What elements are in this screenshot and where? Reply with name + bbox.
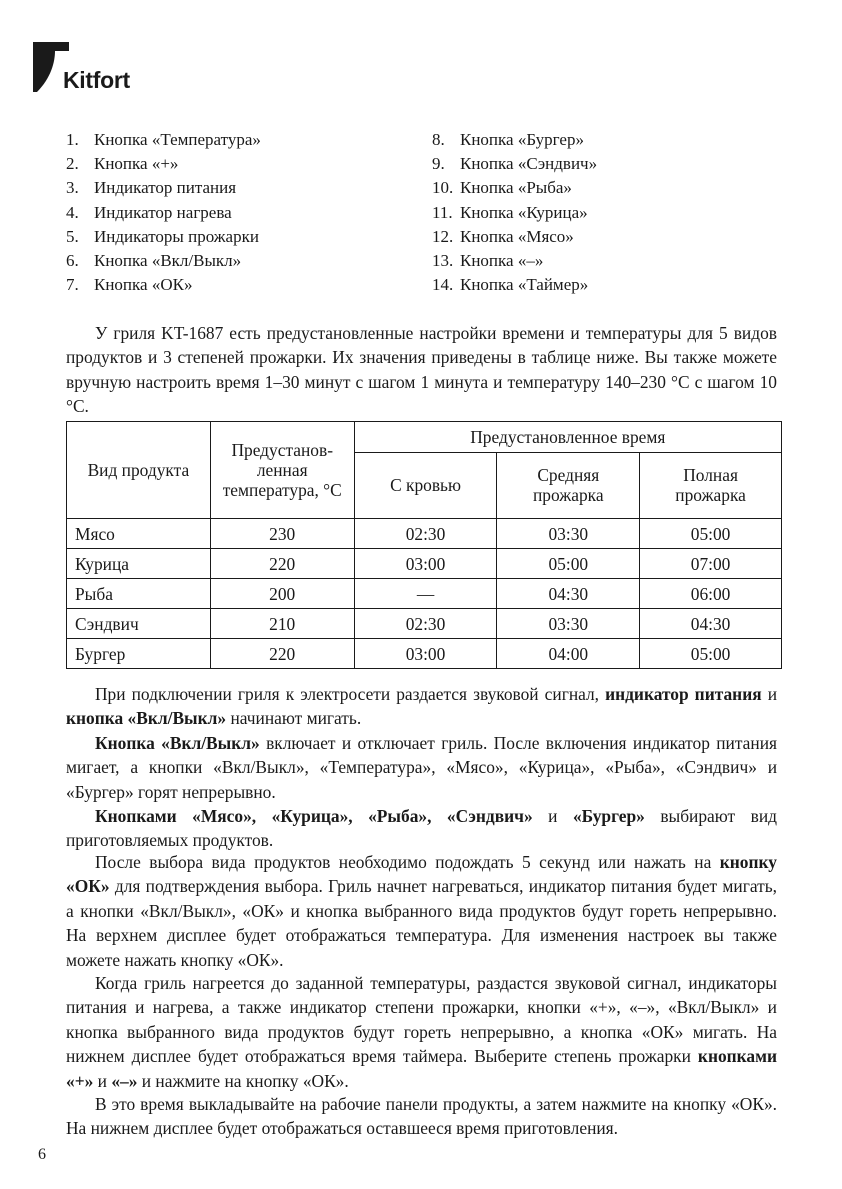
list-item-text: Кнопка «Курица» bbox=[460, 202, 588, 222]
cell-temp: 200 bbox=[210, 579, 354, 609]
cell-full: 05:00 bbox=[640, 519, 782, 549]
cell-temp: 230 bbox=[210, 519, 354, 549]
cell-full: 07:00 bbox=[640, 549, 782, 579]
header-temperature: Предустанов-ленная температура, °C bbox=[210, 422, 354, 519]
cell-product: Бургер bbox=[67, 639, 211, 669]
paragraph-product-buttons bbox=[66, 804, 777, 853]
bold-run: «Бургер» bbox=[572, 806, 645, 826]
kitfort-logo bbox=[33, 38, 143, 98]
header-preset-time: Предустановленное время bbox=[354, 422, 781, 453]
cell-full: 04:30 bbox=[640, 609, 782, 639]
cell-medium: 05:00 bbox=[497, 549, 640, 579]
list-item-text: Кнопка «+» bbox=[94, 154, 179, 174]
list-item-text: Кнопка «–» bbox=[460, 251, 544, 271]
list-item bbox=[432, 225, 597, 249]
table-row bbox=[67, 549, 782, 579]
list-item bbox=[432, 128, 597, 152]
cell-full: 06:00 bbox=[640, 579, 782, 609]
list-item-text: Кнопка «Мясо» bbox=[460, 226, 574, 246]
list-item-text: Индикаторы прожарки bbox=[94, 226, 259, 246]
page-number: 6 bbox=[38, 1146, 46, 1163]
list-item bbox=[432, 152, 597, 176]
list-item-text: Кнопка «Сэндвич» bbox=[460, 154, 598, 174]
list-item-number: 1. bbox=[66, 130, 79, 149]
text-run: включает и отключает гриль. После включения индикатор питания мигает, а кнопки «Вкл/Выкл», «Температура», «Мясо», «Курица», «Рыба», «Сэндвич» и «Бургер» горят непрерывно. bbox=[66, 733, 778, 802]
bold-run: кнопку «ОК» bbox=[66, 852, 777, 897]
list-item-number: 8. bbox=[432, 130, 445, 149]
table-row bbox=[67, 609, 782, 639]
text-run: для подтверждения выбора. Гриль начнет нагреваться, индикатор питания будет мигать, а кнопки «Вкл/Выкл», «ОК» и кнопка выбранного вида продуктов будут гореть непрерывно. На верхнем дисплее будет отображаться температура. Для изменения настроек вы также можете нажать кнопку «ОК». bbox=[66, 876, 777, 970]
bold-run: кнопка «Вкл/Выкл» bbox=[66, 708, 227, 729]
bold-run: кнопками «+» bbox=[66, 1046, 777, 1091]
header-medium: Средняя прожарка bbox=[497, 452, 640, 518]
text-run: и bbox=[761, 684, 778, 704]
cell-product: Мясо bbox=[67, 519, 211, 549]
paragraph-power-connect bbox=[66, 682, 777, 731]
list-item bbox=[432, 249, 597, 273]
cell-rare: 02:30 bbox=[354, 609, 497, 639]
bold-run: Кнопка «Вкл/Выкл» bbox=[95, 733, 260, 753]
header-rare: С кровью bbox=[354, 452, 497, 518]
list-item-number: 9. bbox=[432, 154, 445, 174]
cell-rare: 02:30 bbox=[354, 519, 497, 549]
list-item bbox=[66, 201, 261, 225]
list-item-number: 7. bbox=[66, 275, 79, 295]
table-row bbox=[67, 579, 782, 609]
list-item-number: 12. bbox=[432, 226, 454, 246]
list-item-text: Кнопка «Таймер» bbox=[460, 275, 589, 295]
cell-product: Курица bbox=[67, 549, 211, 579]
text-run: Когда гриль нагреется до заданной температуры, раздастся звуковой сигнал, индикаторы питания и нагрева, а также индикатор степени прожарки, кнопки «+», «–», «Вкл/Выкл» и кнопка выбранного вида продуктов будут гореть непрерывно, а кнопка «ОК» мигать. На нижнем дисплее будет отображаться время таймера. Выберите степень прожарки bbox=[66, 973, 777, 1067]
cell-rare: — bbox=[354, 579, 497, 609]
list-item bbox=[432, 201, 597, 225]
list-item bbox=[66, 176, 261, 200]
cell-product: Рыба bbox=[67, 579, 211, 609]
table-row bbox=[67, 519, 782, 549]
text-run: и bbox=[532, 806, 573, 826]
text-run: и нажмите на кнопку «ОК». bbox=[137, 1070, 349, 1091]
list-item bbox=[66, 152, 261, 176]
list-item-number: 14. bbox=[432, 275, 454, 295]
legend-list-right bbox=[432, 128, 597, 297]
cell-medium: 04:30 bbox=[497, 579, 640, 609]
bold-run: индикатор питания bbox=[605, 684, 762, 704]
list-item-number: 11. bbox=[432, 202, 453, 222]
cell-medium: 03:30 bbox=[497, 519, 640, 549]
list-item bbox=[432, 176, 597, 200]
cell-medium: 04:00 bbox=[497, 639, 640, 669]
text-run: При подключении гриля к электросети раздается звуковой сигнал, bbox=[95, 684, 606, 704]
list-item bbox=[432, 273, 597, 297]
list-item bbox=[66, 273, 261, 297]
cell-temp: 220 bbox=[210, 639, 354, 669]
cell-temp: 220 bbox=[210, 549, 354, 579]
text-run: и bbox=[93, 1070, 112, 1091]
list-item-text: Индикатор нагрева bbox=[94, 202, 232, 222]
intro-text: У гриля KT-1687 есть предустановленные настройки времени и температуры для 5 видов продуктов и 3 степеней прожарки. Их значения приведены в таблице ниже. Вы также можете вручную настроить время 1–30 минут с шагом 1 минута и температуру 140–230 °C с шагом 10 °C. bbox=[66, 323, 777, 417]
list-item-number: 5. bbox=[66, 226, 79, 246]
cell-rare: 03:00 bbox=[354, 549, 497, 579]
paragraph-cooking bbox=[66, 1092, 777, 1141]
list-item bbox=[66, 225, 261, 249]
bold-run: «–» bbox=[111, 1070, 138, 1091]
list-item-number: 3. bbox=[66, 178, 79, 198]
text-run: После выбора вида продуктов необходимо подождать 5 секунд или нажать на bbox=[95, 852, 720, 872]
list-item-text: Кнопка «Температура» bbox=[94, 130, 261, 149]
list-item-text: Кнопка «Вкл/Выкл» bbox=[94, 251, 242, 271]
list-item bbox=[66, 128, 261, 152]
table-row bbox=[67, 639, 782, 669]
text-run: начинают мигать. bbox=[226, 708, 362, 729]
paragraph-heating-done bbox=[66, 971, 777, 1093]
cell-product: Сэндвич bbox=[67, 609, 211, 639]
cell-rare: 03:00 bbox=[354, 639, 497, 669]
brand-name: Kitfort bbox=[63, 67, 130, 93]
cell-medium: 03:30 bbox=[497, 609, 640, 639]
list-item-number: 13. bbox=[432, 251, 454, 271]
paragraph-power-button bbox=[66, 731, 777, 804]
list-item-number: 10. bbox=[432, 178, 454, 198]
header-full: Полная прожарка bbox=[640, 452, 782, 518]
list-item-text: Индикатор питания bbox=[94, 178, 237, 198]
presets-table bbox=[66, 421, 782, 669]
intro-paragraph bbox=[66, 321, 777, 419]
table-header-row bbox=[67, 422, 782, 453]
header-product: Вид продукта bbox=[67, 422, 211, 519]
list-item-text: Кнопка «Бургер» bbox=[460, 130, 584, 149]
text-run: В это время выкладывайте на рабочие панели продукты, а затем нажмите на кнопку «ОК». На нижнем дисплее будет отображаться оставшееся время приготовления. bbox=[66, 1094, 777, 1139]
list-item-number: 6. bbox=[66, 251, 79, 271]
cell-full: 05:00 bbox=[640, 639, 782, 669]
paragraph-product-selection bbox=[66, 850, 777, 972]
bold-run: Кнопками «Мясо», «Курица», «Рыба», «Сэндвич» bbox=[95, 806, 533, 826]
list-item bbox=[66, 249, 261, 273]
list-item-text: Кнопка «Рыба» bbox=[460, 178, 572, 198]
list-item-number: 2. bbox=[66, 154, 79, 174]
list-item-number: 4. bbox=[66, 202, 79, 222]
list-item-text: Кнопка «ОК» bbox=[94, 275, 193, 295]
cell-temp: 210 bbox=[210, 609, 354, 639]
text-run: выбирают вид приготовляемых продуктов. bbox=[66, 806, 777, 851]
legend-list-left bbox=[66, 128, 261, 297]
